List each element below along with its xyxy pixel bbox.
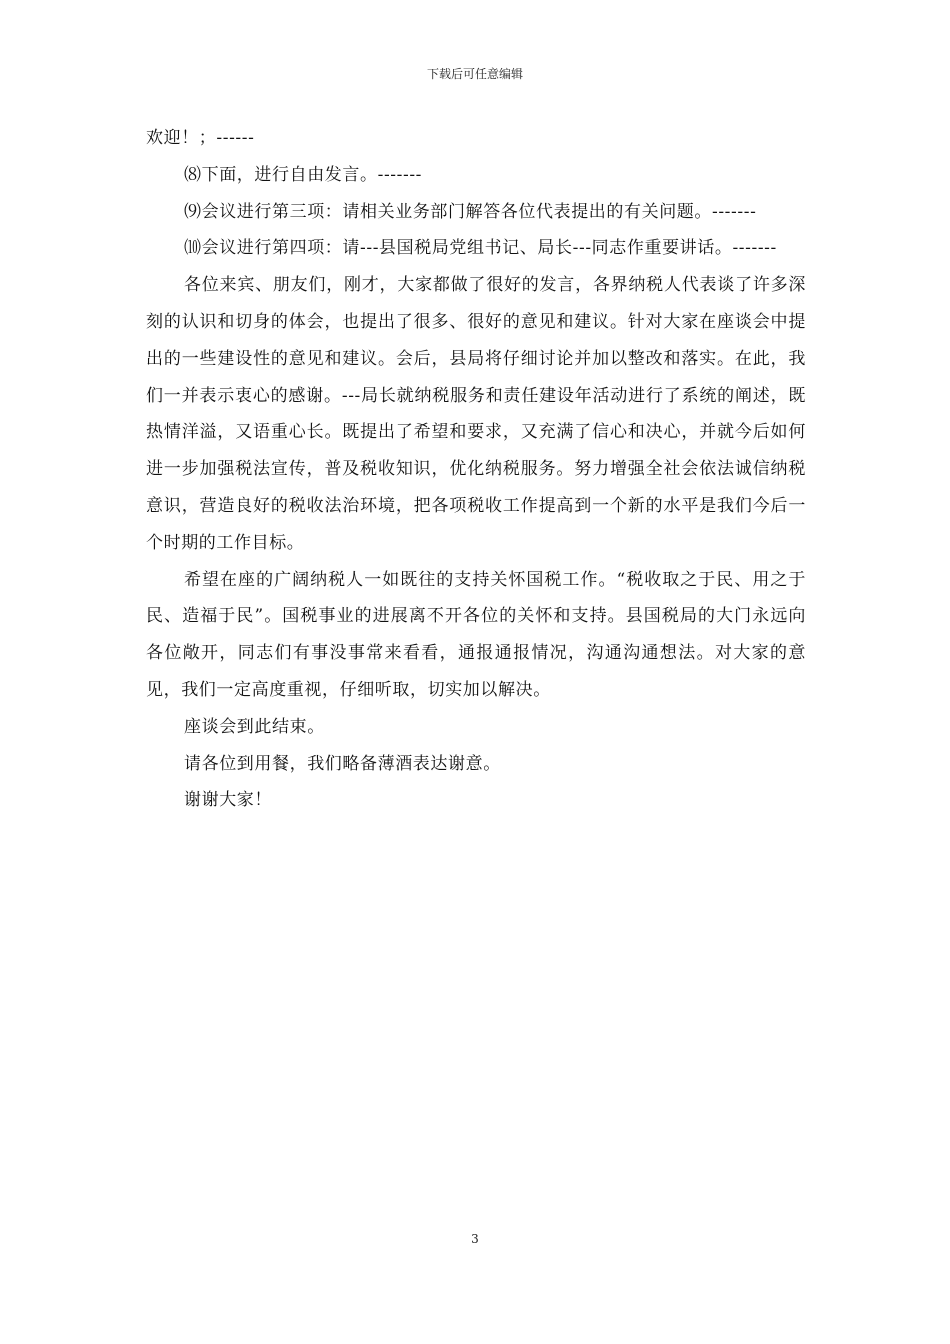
paragraph-item-9: ⑼会议进行第三项：请相关业务部门解答各位代表提出的有关问题。------- bbox=[184, 201, 757, 222]
document-body bbox=[146, 120, 806, 819]
page-number: 3 bbox=[471, 1232, 479, 1246]
paragraph-thanks: 谢谢大家！ bbox=[184, 790, 272, 811]
paragraph-item-8: ⑻下面，进行自由发言。------- bbox=[184, 164, 423, 185]
page-header: 下载后可任意编辑 bbox=[426, 67, 523, 81]
paragraph-closing: 座谈会到此结束。 bbox=[184, 716, 325, 737]
paragraph-summary: 各位来宾、朋友们，刚才，大家都做了很好的发言，各界纳税人代表谈了许多深刻的认识和切身的体会，也提出了很多、很好的意见和建议。针对大家在座谈会中提出的一些建设性的意见和建议。会后，县局将仔细讨论并加以整改和落实。在此，我们一并表示衷心的感谢。---局长就纳税服务和责任建设年活动进行了系统的阐述，既热情洋溢，又语重心长。既提出了希望和要求，又充满了信心和决心，并就今后如何进一步加强税法宣传，普及税收知识，优化纳税服务。努力增强全社会依法诚信纳税意识，营造良好的税收法治环境，把各项税收工作提高到一个新的水平是我们今后一个时期的工作目标。 bbox=[146, 275, 806, 553]
paragraph-welcome-continuation: 欢迎！；------ bbox=[146, 128, 255, 148]
paragraph-item-10: ⑽会议进行第四项：请---县国税局党组书记、局长---同志作重要讲话。------- bbox=[184, 238, 777, 259]
paragraph-hope: 希望在座的广阔纳税人一如既往的支持关怀国税工作。“税收取之于民、用之于民、造福于民”。国税事业的进展离不开各位的关怀和支持。县国税局的大门永远向各位敞开，同志们有事没事常来看看，通报通报情况，沟通沟通想法。对大家的意见，我们一定高度重视，仔细听取，切实加以解决。 bbox=[146, 569, 806, 700]
paragraph-dinner: 请各位到用餐，我们略备薄酒表达谢意。 bbox=[184, 753, 501, 774]
